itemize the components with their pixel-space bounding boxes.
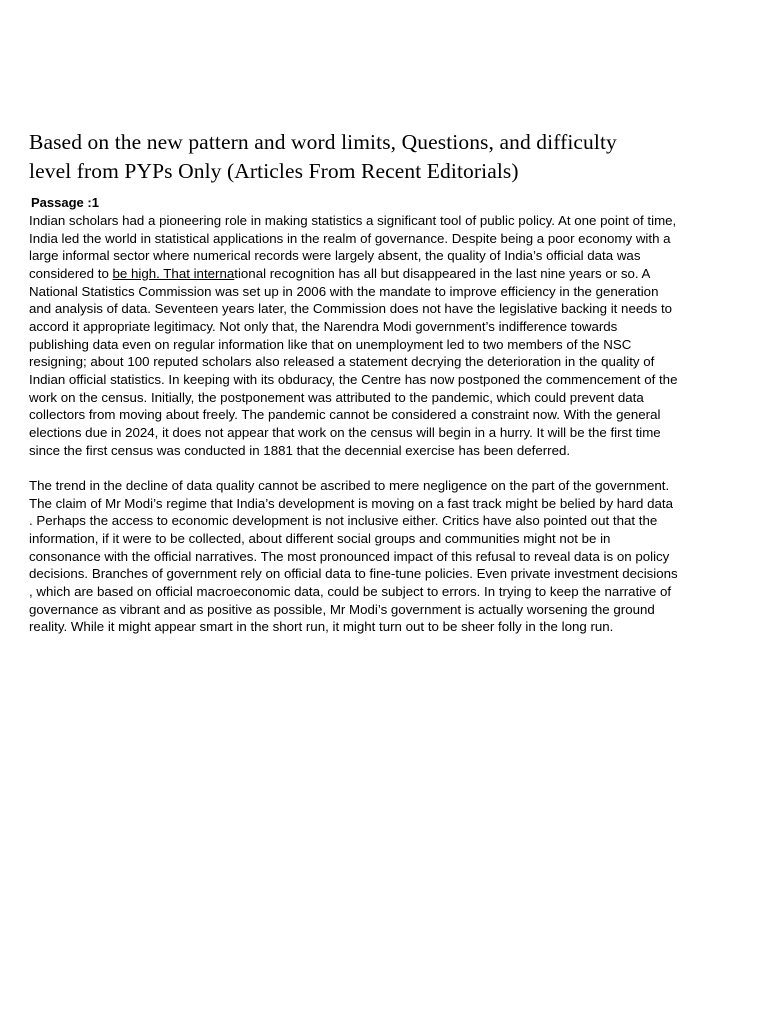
text-line: accord it appropriate legitimacy. Not only that, the Narendra Modi government’s indifference towards xyxy=(29,318,618,334)
text-line xyxy=(29,265,729,283)
text-line: , which are based on official macroeconomic data, could be subject to errors. In trying to keep the narrative of xyxy=(29,583,672,599)
text-line: publishing data even on regular information like that on unemployment led to two members of the NSC xyxy=(29,336,632,352)
text-line: The claim of Mr Modi’s regime that India’s development is moving on a fast track might be belied by hard data xyxy=(29,495,673,511)
heading-line-1: Based on the new pattern and word limits, Questions, and difficulty xyxy=(29,130,617,154)
text-line: large informal sector where numerical records were largely absent, the quality of India’s official data was xyxy=(29,248,641,264)
page-heading xyxy=(29,128,729,186)
text-line: resigning; about 100 reputed scholars also released a statement decrying the deterioration in the quality of xyxy=(29,354,655,370)
passage-paragraph-1 xyxy=(29,212,729,459)
text-line: governance as vibrant and as positive as possible, Mr Modi’s government is actually worsening the ground xyxy=(29,601,655,617)
text-line: work on the census. Initially, the postponement was attributed to the pandemic, which could prevent data xyxy=(29,389,644,405)
passage-label: Passage :1 xyxy=(31,195,99,210)
text-line: . Perhaps the access to economic development is not inclusive either. Critics have also pointed out that the xyxy=(29,513,658,529)
text-line: elections due in 2024, it does not appear that work on the census will begin in a hurry. It will be the first time xyxy=(29,424,661,440)
text-line: consonance with the official narratives. The most pronounced impact of this refusal to reveal data is on policy xyxy=(29,548,670,564)
text-line: The trend in the decline of data quality cannot be ascribed to mere negligence on the part of the government. xyxy=(29,478,670,493)
text-line: and analysis of data. Seventeen years later, the Commission does not have the legislative backing it needs to xyxy=(29,301,673,317)
text-line: India led the world in statistical applications in the realm of governance. Despite being a poor economy with a xyxy=(29,230,671,246)
text-line: Indian scholars had a pioneering role in making statistics a significant tool of public policy. At one point of time, xyxy=(29,213,677,228)
text-line: since the first census was conducted in 1881 that the decennial exercise has been deferred. xyxy=(29,442,571,458)
text-line: collectors from moving about freely. The pandemic cannot be considered a constraint now. With the general xyxy=(29,407,661,423)
heading-line-2: level from PYPs Only (Articles From Recent Editorials) xyxy=(29,159,519,183)
text-segment: considered to xyxy=(29,265,113,281)
text-line: National Statistics Commission was set up in 2006 with the mandate to improve efficiency in the generation xyxy=(29,283,659,299)
underlined-text: be high. That interna xyxy=(112,265,235,281)
text-line: Indian official statistics. In keeping with its obduracy, the Centre has now postponed the commencement of the xyxy=(29,371,678,387)
text-line: decisions. Branches of government rely on official data to fine-tune policies. Even private investment decisions xyxy=(29,566,678,582)
text-line: reality. While it might appear smart in the short run, it might turn out to be sheer folly in the long run. xyxy=(29,619,614,635)
text-segment: tional recognition has all but disappeared in the last nine years or so. A xyxy=(234,265,651,281)
passage-paragraph-2 xyxy=(29,477,729,636)
text-line: information, if it were to be collected, about different social groups and communities might not be in xyxy=(29,530,611,546)
